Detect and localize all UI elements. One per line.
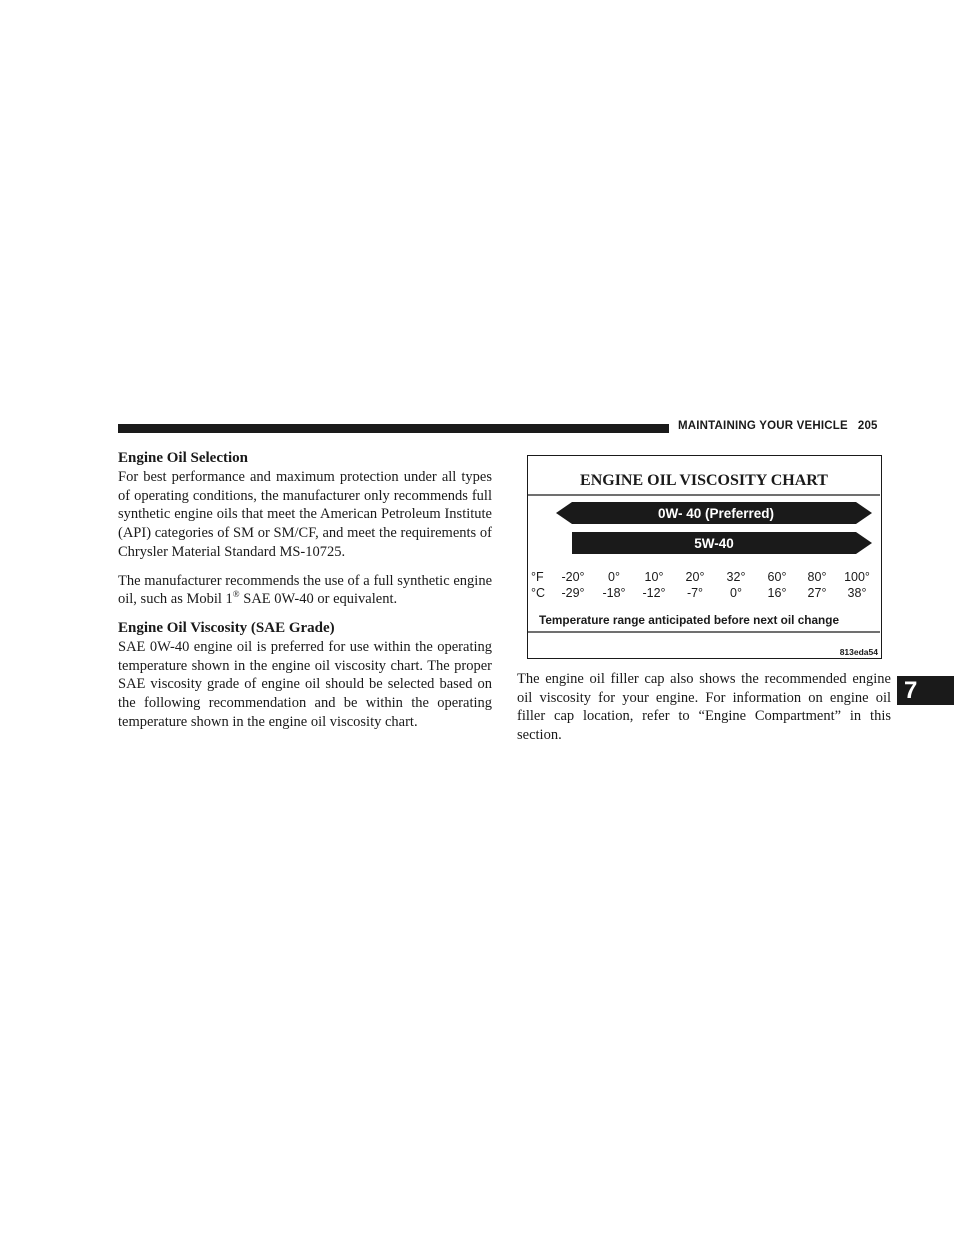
left-column [118, 449, 492, 731]
tick-c-label: -18° [602, 586, 626, 600]
viscosity-chart-svg [528, 456, 880, 657]
para2-text: The manufacturer recommends the use of a full synthetic engine oil, such as Mobil 1 [118, 572, 492, 608]
chart-title: ENGINE OIL VISCOSITY CHART [580, 472, 828, 489]
tick-f-label: -20° [561, 570, 585, 584]
chart-caption: Temperature range anticipated before next oil change [539, 613, 840, 627]
paragraph-synthetic-recommendation [118, 572, 492, 609]
page-number: 205 [857, 420, 878, 432]
tick-f-label: 32° [726, 570, 746, 584]
bar-label-0w40: 0W- 40 (Preferred) [657, 506, 775, 521]
tick-c-label: 0° [730, 586, 742, 600]
paragraph-oil-selection: For best performance and maximum protection under all types of operating conditions, the manufacturer only recommends full synthetic engine oils that meet the American Petroleum Institute (API) categories of SM or SM/CF, and meet the requirements of Chrysler Material Standard MS-10725. [118, 469, 492, 560]
tick-c-label: -29° [561, 586, 585, 600]
figure-code: 813eda54 [839, 647, 878, 657]
ticks-celsius [561, 586, 866, 600]
bar-label-5w40: 5W-40 [694, 536, 734, 551]
registered-mark: ® [232, 589, 240, 600]
unit-celsius: °C [531, 586, 546, 600]
tick-f-label: 0° [608, 570, 620, 584]
para2-text-end: SAE 0W-40 or equivalent. [239, 591, 398, 608]
tick-f-label: 100° [844, 570, 870, 584]
viscosity-chart [527, 455, 882, 659]
tick-f-label: 80° [807, 570, 827, 584]
running-header [678, 420, 894, 432]
section-title: MAINTAINING YOUR VEHICLE [678, 420, 848, 432]
tick-c-label: 27° [807, 586, 827, 600]
tick-f-label: 60° [767, 570, 787, 584]
ticks-fahrenheit [561, 570, 869, 584]
tick-f-label: 10° [644, 570, 664, 584]
tick-c-label: -12° [642, 586, 666, 600]
unit-fahrenheit: °F [531, 570, 544, 584]
tick-c-label: 16° [767, 586, 787, 600]
heading-engine-oil-selection: Engine Oil Selection [118, 450, 249, 466]
chapter-number: 7 [904, 677, 918, 704]
tick-c-label: -7° [686, 586, 704, 600]
paragraph-viscosity: SAE 0W-40 engine oil is preferred for use within the operating temperature shown in the engine oil viscosity chart. The proper SAE viscosity grade of engine oil should be selected based on the following recommendation and be within the operating temperature shown in the engine oil viscosity chart. [118, 638, 492, 730]
chapter-tab [897, 676, 954, 705]
paragraph-filler-cap: The engine oil filler cap also shows the recommended engine oil viscosity for your engine. For information on engine oil filler cap location, refer to “Engine Compartment” in this section. [517, 671, 891, 744]
right-column [517, 670, 891, 745]
header-rule [118, 424, 669, 433]
heading-oil-viscosity: Engine Oil Viscosity (SAE Grade) [118, 619, 335, 636]
tick-f-label: 20° [685, 570, 705, 584]
tick-c-label: 38° [847, 586, 867, 600]
